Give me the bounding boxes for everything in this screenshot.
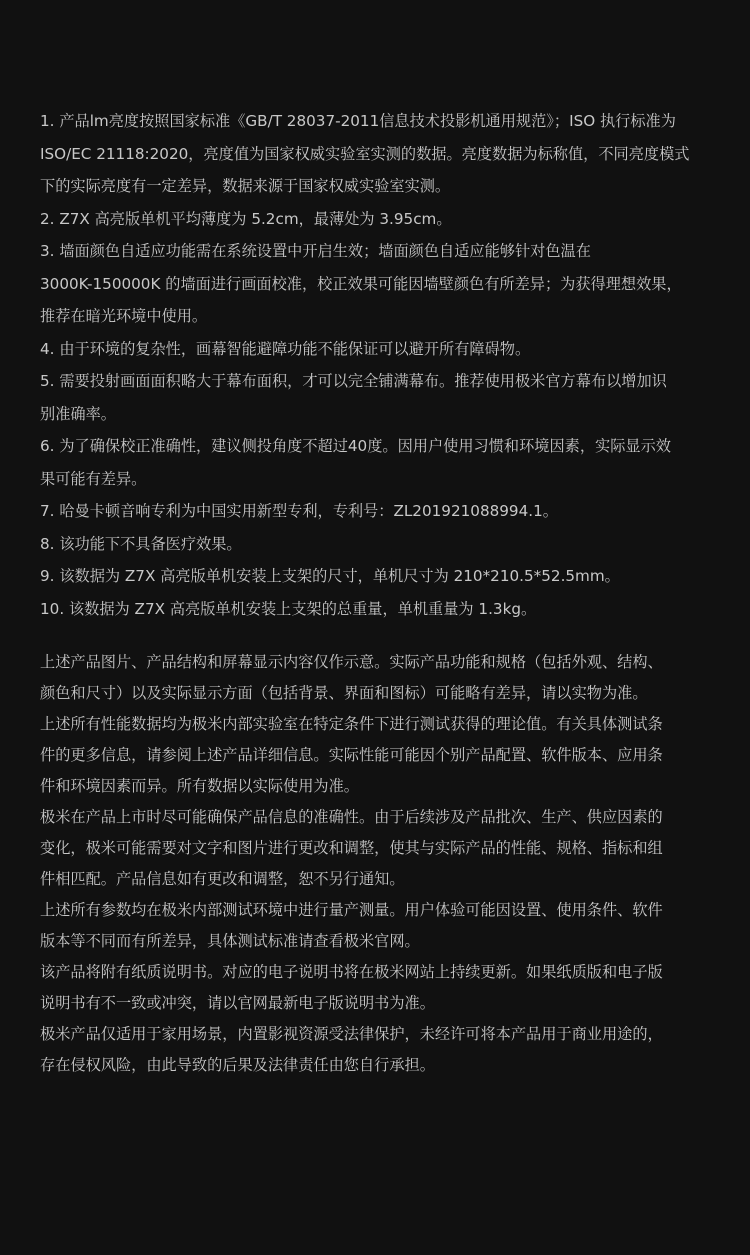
footnote-4: 4. 由于环境的复杂性，画幕智能避障功能不能保证可以避开所有障碍物。 [40,339,531,358]
disclaimer-parameters: 上述所有参数均在极米内部测试环境中进行量产测量。用户体验可能因设置、使用条件、软件 版本等不同而有所差异，具体测试标准请查看极米官网。 [40,901,663,950]
footnote-2: 2. Z7X 高亮版单机平均薄度为 5.2cm，最薄处为 3.95cm。 [40,209,452,228]
disclaimer-images: 上述产品图片、产品结构和屏幕显示内容仅作示意。实际产品功能和规格（包括外观、结构、 颜色和尺寸）以及实际显示方面（包括背景、界面和图标）可能略有差异，请以实物为准。 [40,653,663,702]
disclaimer-usage: 极米产品仅适用于家用场景，内置影视资源受法律保护，未经许可将本产品用于商业用途的， 存在侵权风险，由此导致的后果及法律责任由您自行承担。 [40,1025,663,1074]
footnote-3: 3. 墙面颜色自适应功能需在系统设置中开启生效；墙面颜色自适应能够针对色温在 3000K-150000K 的墙面进行画面校准，校正效果可能因墙壁颜色有所差异；为获得理想效果， 推荐在暗光环境中使用。 [40,242,682,325]
disclaimer-manual: 该产品将附有纸质说明书。对应的电子说明书将在极米网站上持续更新。如果纸质版和电子版 说明书有不一致或冲突，请以官网最新电子版说明书为准。 [40,963,663,1012]
footnote-6: 6. 为了确保校正准确性，建议侧投角度不超过40度。因用户使用习惯和环境因素，实际显示效 果可能有差异。 [40,437,671,488]
footnote-10: 10. 该数据为 Z7X 高亮版单机安装上支架的总重量，单机重量为 1.3kg。 [40,599,537,618]
footnote-8: 8. 该功能下不具备医疗效果。 [40,534,242,553]
disclaimer-accuracy: 极米在产品上市时尽可能确保产品信息的准确性。由于后续涉及产品批次、生产、供应因素的 变化，极米可能需要对文字和图片进行更改和调整，使其与实际产品的性能、规格、指标和组 件相匹配。产品信息如有更改和调整，恕不另行通知。 [40,808,663,888]
disclaimer-performance: 上述所有性能数据均为极米内部实验室在特定条件下进行测试获得的理论值。有关具体测试条 件的更多信息，请参阅上述产品详细信息。实际性能可能因个别产品配置、软件版本、应用条 件和环境因素而异。所有数据以实际使用为准。 [40,715,663,795]
footnotes-list [40,105,712,625]
disclaimer-section [40,647,712,1081]
footnote-1: 1. 产品lm亮度按照国家标准《GB/T 28037-2011信息技术投影机通用规范》；ISO 执行标准为 ISO/EC 21118:2020，亮度值为国家权威实验室实测的数据。亮度数据为标称值，不同亮度模式 下的实际亮度有一定差异，数据来源于国家权威实验室实测。 [40,112,690,195]
footnote-9: 9. 该数据为 Z7X 高亮版单机安装上支架的尺寸，单机尺寸为 210*210.5*52.5mm。 [40,567,620,585]
footnote-7: 7. 哈曼卡顿音响专利为中国实用新型专利，专利号：ZL201921088994.1。 [40,502,558,520]
footnote-5: 5. 需要投射画面面积略大于幕布面积，才可以完全铺满幕布。推荐使用极米官方幕布以增加识 别准确率。 [40,372,667,423]
